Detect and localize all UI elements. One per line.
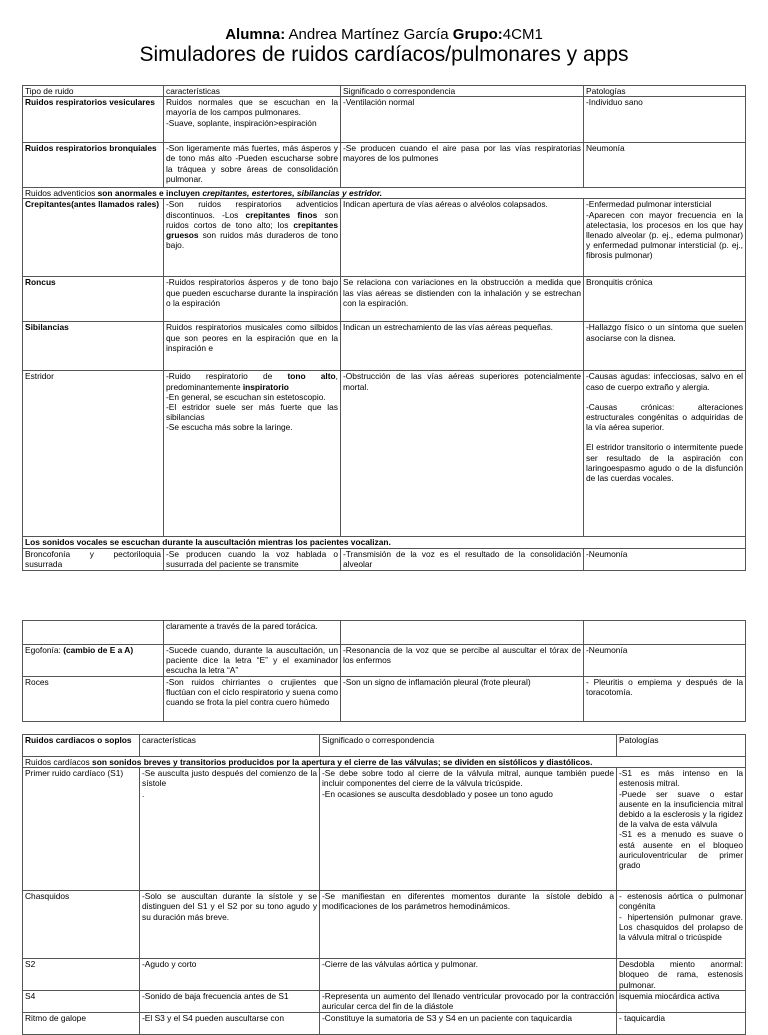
- table-row: [23, 322, 746, 371]
- group-value: 4CM1: [502, 26, 543, 43]
- row-meaning: -Ventilación normal: [341, 97, 584, 143]
- row-meaning: Indican apertura de vías aéreas o alvéolos colapsados.: [341, 199, 584, 277]
- section-note-row: [23, 537, 746, 548]
- row-meaning: -Se producen cuando el aire pasa por las vías respiratorias mayores de los pulmones: [341, 143, 584, 188]
- table-row: [23, 677, 746, 722]
- row-meaning: -Se debe sobre todo al cierre de la válvula mitral, aunque también puede incluir componentes del cierre de la válvula tricúspide. -En ocasiones se ausculta desdoblado y posee un tono agudo: [320, 768, 617, 891]
- row-characteristics: -Sonido de baja frecuencia antes de S1: [140, 991, 320, 1013]
- row-type: Crepitantes(antes llamados rales): [23, 199, 164, 277]
- row-type: Egofonía: (cambio de E a A): [23, 645, 164, 677]
- table-row: [23, 143, 746, 188]
- adventitious-note: Ruidos adventicios son anormales e incluyen crepitantes, estertores, sibilancias y estridor.: [23, 188, 746, 199]
- row-type: Ruidos respiratorios vesiculares: [23, 97, 164, 143]
- row-characteristics: -Son ligeramente más fuertes, más ásperos y de tono más alto -Pueden escucharse sobre la tráquea y sobre áreas de consolidación pulmonar.: [164, 143, 341, 188]
- row-type: Estridor: [23, 371, 164, 537]
- header-cell: Significado o correspondencia: [341, 86, 584, 97]
- row-characteristics: claramente a través de la pared torácica.: [164, 621, 341, 645]
- row-characteristics: -Solo se auscultan durante la sístole y se distinguen del S1 y el S2 por su tono agudo y su duración más breve.: [140, 891, 320, 959]
- header-cell: Tipo de ruido: [23, 86, 164, 97]
- heart-sounds-note: Ruidos cardíacos son sonidos breves y transitorios producidos por la apertura y el cierre de las válvulas; se dividen en sistólicos y diastólicos.: [23, 757, 746, 768]
- row-type: Broncofonía y pectoriloquia susurrada: [23, 548, 164, 570]
- group-label: Grupo:: [452, 26, 503, 43]
- row-meaning: -Son un signo de inflamación pleural (frote pleural): [341, 677, 584, 722]
- table-row: [23, 371, 746, 537]
- table-row: [23, 645, 746, 677]
- row-characteristics: Ruidos normales que se escuchan en la mayoría de los campos pulmonares. -Suave, soplante, inspiración>espiración: [164, 97, 341, 143]
- table-header-row: [23, 86, 746, 97]
- table-row: [23, 768, 746, 891]
- row-pathology: isquemia miocárdica activa: [617, 991, 746, 1013]
- row-pathology: -Causas agudas: infecciosas, salvo en el caso de cuerpo extraño y alergia. -Causas crónicas: alteraciones estructurales congénitas o adquiridas de la vía aérea superior. El estridor transitorio o intermitente puede ser resultado de la aspiración con laringoespasmo agudo o de la disfunción de las cuerdas vocales.: [584, 371, 746, 537]
- heart-sounds-table: [22, 734, 746, 1035]
- table-header-row: [23, 735, 746, 757]
- row-type: Ruidos respiratorios bronquiales: [23, 143, 164, 188]
- table-row: [23, 959, 746, 991]
- table-row: [23, 621, 746, 645]
- row-pathology: - taquicardia: [617, 1013, 746, 1035]
- table-row: [23, 97, 746, 143]
- row-type: Ritmo de galope: [23, 1013, 140, 1035]
- row-pathology: -Hallazgo físico o un síntoma que suelen asociarse con la disnea.: [584, 322, 746, 371]
- header-cell: Ruidos cardiacos o soplos: [23, 735, 140, 757]
- table-row: [23, 548, 746, 570]
- row-meaning: Indican un estrechamiento de las vías aéreas pequeñas.: [341, 322, 584, 371]
- header-cell: características: [140, 735, 320, 757]
- row-meaning: -Cierre de las válvulas aórtica y pulmonar.: [320, 959, 617, 991]
- row-characteristics: -Son ruidos chirriantes o crujientes que fluctúan con el ciclo respiratorio y suena como cuando se frota la piel contra cuero húmedo: [164, 677, 341, 722]
- section-note-row: [23, 188, 746, 199]
- student-name: Andrea Martínez García: [288, 26, 449, 43]
- header-cell: Significado o correspondencia: [320, 735, 617, 757]
- row-pathology: - Pleuritis o empiema y después de la toracotomía.: [584, 677, 746, 722]
- row-meaning: -Transmisión de la voz es el resultado de la consolidación alveolar: [341, 548, 584, 570]
- row-characteristics: -Se ausculta justo después del comienzo de la sístole .: [140, 768, 320, 891]
- respiratory-sounds-continued-table: [22, 620, 746, 722]
- vocal-sounds-note: Los sonidos vocales se escuchan durante la auscultación mientras los pacientes vocalizan.: [23, 537, 746, 548]
- row-pathology: -S1 es más intenso en la estenosis mitral. -Puede ser suave o estar ausente en la insuficiencia mitral debido a la esclerosis y la rigidez de la valva de esta válvula -S1 es a menudo es suave o está ausente en el bloqueo auriculoventricular de primer grado: [617, 768, 746, 891]
- row-meaning: -Resonancia de la voz que se percibe al auscultar el tórax de los enfermos: [341, 645, 584, 677]
- row-type: S4: [23, 991, 140, 1013]
- row-meaning: -Constituye la sumatoria de S3 y S4 en un paciente con taquicardia: [320, 1013, 617, 1035]
- row-characteristics: -Agudo y corto: [140, 959, 320, 991]
- row-pathology: Bronquitis crónica: [584, 277, 746, 322]
- row-meaning: -Obstrucción de las vías aéreas superiores potencialmente mortal.: [341, 371, 584, 537]
- row-pathology: -Individuo sano: [584, 97, 746, 143]
- row-characteristics: -Son ruidos respiratorios adventicios discontinuos. -Los crepitantes finos son ruidos cortos de tono alto; los crepitantes gruesos son ruidos más duraderos de tono bajo.: [164, 199, 341, 277]
- row-type: Roces: [23, 677, 164, 722]
- row-characteristics: -Se producen cuando la voz hablada o susurrada del paciente se transmite: [164, 548, 341, 570]
- header-line: [0, 26, 768, 43]
- row-pathology: -Enfermedad pulmonar intersticial -Aparecen con mayor frecuencia en la atelectasia, los procesos en los que hay llenado alveolar (p. ej., edema pulmonar) y enfermedad pulmonar intersticial (p. ej., fibrosis pulmonar): [584, 199, 746, 277]
- row-type: S2: [23, 959, 140, 991]
- student-label: Alumna:: [225, 26, 286, 43]
- page-title: Simuladores de ruidos cardíacos/pulmonares y apps: [139, 43, 629, 66]
- row-type: Chasquidos: [23, 891, 140, 959]
- table-row: [23, 277, 746, 322]
- header-cell: Patologías: [617, 735, 746, 757]
- row-pathology: Neumonía: [584, 143, 746, 188]
- row-characteristics: Ruidos respiratorios musicales como silbidos que son peores en la espiración que en la inspiración e: [164, 322, 341, 371]
- row-meaning: Se relaciona con variaciones en la obstrucción a medida que las vías aéreas se distienden con la inhalación y se estrechan con la espiración.: [341, 277, 584, 322]
- table-row: [23, 199, 746, 277]
- header-cell: características: [164, 86, 341, 97]
- row-meaning: -Se manifiestan en diferentes momentos durante la sístole debido a modificaciones de los parámetros hemodinámicos.: [320, 891, 617, 959]
- row-characteristics: -Ruidos respiratorios ásperos y de tono bajo que pueden escucharse durante la inspiración o la espiración: [164, 277, 341, 322]
- row-pathology: - estenosis aórtica o pulmonar congénita - hipertensión pulmonar grave. Los chasquidos del prolapso de la válvula mitral o tricúspide: [617, 891, 746, 959]
- row-type: Primer ruido cardíaco (S1): [23, 768, 140, 891]
- row-pathology: -Neumonía: [584, 645, 746, 677]
- section-note-row: [23, 757, 746, 768]
- table-row: [23, 991, 746, 1013]
- row-type: Sibilancias: [23, 322, 164, 371]
- row-meaning: -Representa un aumento del llenado ventricular provocado por la contracción auricular cerca del fin de la diástole: [320, 991, 617, 1013]
- row-characteristics: -El S3 y el S4 pueden auscultarse con: [140, 1013, 320, 1035]
- table-row: [23, 891, 746, 959]
- row-type: Roncus: [23, 277, 164, 322]
- row-pathology: -Neumonía: [584, 548, 746, 570]
- header-cell: Patologías: [584, 86, 746, 97]
- row-pathology: Desdobla miento anormal: bloqueo de rama, estenosis pulmonar.: [617, 959, 746, 991]
- row-characteristics: -Ruido respiratorio de tono alto, predominantemente inspiratorio -En general, se escuchan sin estetoscopio. -El estridor suele ser más fuerte que las sibilancias -Se escucha más sobre la laringe.: [164, 371, 341, 537]
- respiratory-sounds-table: [22, 85, 746, 571]
- row-characteristics: -Sucede cuando, durante la auscultación, un paciente dice la letra “E” y el examinador escucha la letra “A”: [164, 645, 341, 677]
